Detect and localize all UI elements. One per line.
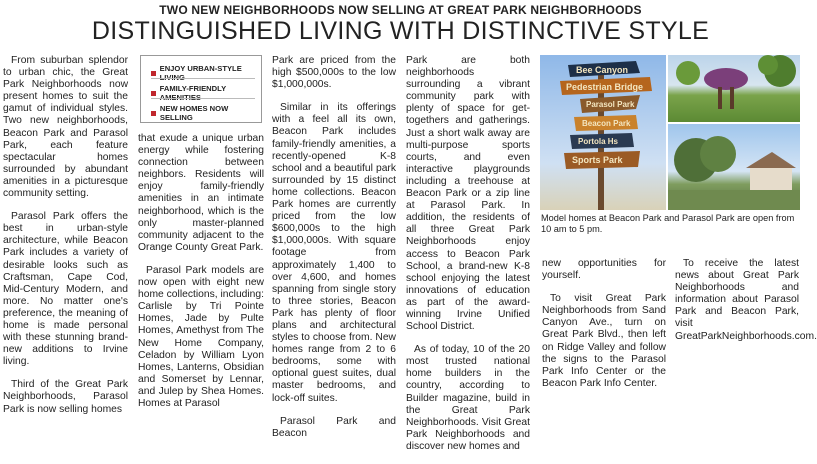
paragraph: Third of the Great Park Neighborhoods, Parasol Park is now selling homes	[3, 379, 128, 415]
article-column-2	[138, 133, 264, 421]
paragraph: that exude a unique urban energy while fostering connection between neighbors. Residents will enjoy family-friendly amenities in an intimate neighborhood, which is the only master-planned community adjacent to the Orange County Great Park.	[138, 133, 264, 253]
house-roof	[746, 152, 796, 168]
playground-photo	[668, 55, 800, 122]
article-column-5	[542, 258, 666, 401]
paragraph: Similar in its offerings with a feel all its own, Beacon Park includes family-friendly amenities, a recently-opened K-8 school and a beautiful park surrounded by 15 distinct home collections. Beacon Park homes are currently priced from the low $600,000s to the high $1,000,000s. With square footage from approximately 1,400 to over 4,600, and homes spanning from single story to three stories, Beacon Park has plenty of floor plans and architectural styles to choose from. New homes range from 2 to 6 bedrooms, some with optional guest suites, dual master bedrooms, and lock-off suites.	[272, 102, 396, 404]
model-home-photo	[668, 124, 800, 210]
highlight-label: FAMILY-FRIENDLY AMENITIES	[159, 84, 227, 102]
article-column-6	[675, 258, 817, 354]
tree	[758, 55, 778, 75]
highlight-item	[151, 84, 261, 102]
paragraph: Parasol Park and Beacon	[272, 415, 396, 439]
sign-arrow-label: Bee Canyon	[576, 65, 629, 75]
highlights-box	[140, 55, 262, 123]
signpost-photo	[540, 55, 666, 210]
sign-arrow-label: Parasol Park	[586, 100, 635, 109]
highlight-label: NEW HOMES NOW SELLING	[159, 104, 229, 122]
article-column-4	[406, 55, 530, 464]
treehouse-illustration	[668, 55, 800, 122]
highlight-item	[151, 64, 261, 82]
lawn	[668, 190, 800, 210]
article-column-1	[3, 55, 128, 427]
highlight-item	[151, 104, 261, 122]
kicker-headline: TWO NEW NEIGHBORHOODS NOW SELLING AT GREAT PARK NEIGHBORHOODS	[159, 3, 642, 17]
bullet-square-icon	[151, 91, 156, 96]
divider	[151, 78, 255, 79]
article-column-3	[272, 55, 396, 451]
bullet-square-icon	[151, 71, 156, 76]
paragraph: From suburban splendor to urban chic, the Great Park Neighborhoods now present homes to suit the gamut of individual styles. Two new neighborhoods, Beacon Park and Parasol Park, each feature spectacular homes surrounded by abundant amenities in a picturesque community setting.	[3, 55, 128, 200]
divider	[151, 98, 255, 99]
photo-caption: Model homes at Beacon Park and Parasol Park are open from 10 am to 5 pm.	[541, 213, 795, 234]
paragraph: Park are both neighborhoods surrounding a vibrant community park with plenty of space for get-togethers and gatherings. Just a short walk away are multi-purpose sports courts, and even interactive playgrounds including a treehouse at Beacon Park or a zip line at Parasol Park. In addition, the residents of all three Great Park Neighborhoods enjoy access to Beacon Park School, a brand-new K-8 school enjoying the latest innovations of education as part of the award-winning Irvine Unified School District.	[406, 55, 530, 333]
homes-illustration	[668, 124, 800, 210]
tree	[676, 61, 700, 85]
main-headline: DISTINGUISHED LIVING WITH DISTINCTIVE STYLE	[91, 17, 710, 45]
treehouse-post	[718, 87, 722, 109]
house	[750, 168, 792, 190]
tree	[700, 136, 736, 172]
sign-arrow-label: Portola Hs	[578, 137, 619, 146]
sign-arrow-label: Pedestrian Bridge	[566, 82, 644, 92]
paragraph: As of today, 10 of the 20 most trusted national home builders in the country, according to Builder magazine, build in the Great Park Neighborhoods. Visit Great Park Neighborhoods and discover new homes and	[406, 344, 530, 452]
bullet-square-icon	[151, 111, 156, 116]
highlight-label: ENJOY URBAN-STYLE LIVING	[159, 64, 242, 82]
paragraph: Parasol Park models are now open with eight new home collections, including: Carlisle by Tri Pointe Homes, Jade by Pulte Homes, Amethyst from The New Home Company, Celadon by William Lyon Homes, Lanterns, Obsidian and Somerset by Lennar, and Julep by Shea Homes. Homes at Parasol	[138, 264, 264, 409]
paragraph: To visit Great Park Neighborhoods from Sand Canyon Ave., turn on Great Park Blvd., then left on Ridge Valley and follow the signs to the Parasol Park Info Center or the Beacon Park Info Center.	[542, 293, 666, 389]
paragraph: Parasol Park offers the best in urban-style architecture, while Beacon Park includes a variety of desirable looks such as Craftsman, Cape Cod, Mid-Century Modern, and more. No matter one's preference, the meaning of home is made personal with these stunning brand-new additions to Irvine living.	[3, 211, 128, 368]
paragraph: To receive the latest news about Great Park Neighborhoods and information about Parasol Park and Beacon Park, visit GreatParkNeighborhoods.com.	[675, 258, 817, 342]
treehouse	[704, 68, 748, 90]
paragraph: Park are priced from the high $500,000s to the low $1,000,000s.	[272, 55, 396, 91]
sign-arrow-label: Beacon Park	[582, 119, 631, 128]
signpost-illustration	[540, 55, 666, 210]
sign-arrow-label: Sports Park	[572, 155, 623, 165]
treehouse-post	[730, 87, 734, 109]
paragraph: new opportunities for yourself.	[542, 258, 666, 282]
